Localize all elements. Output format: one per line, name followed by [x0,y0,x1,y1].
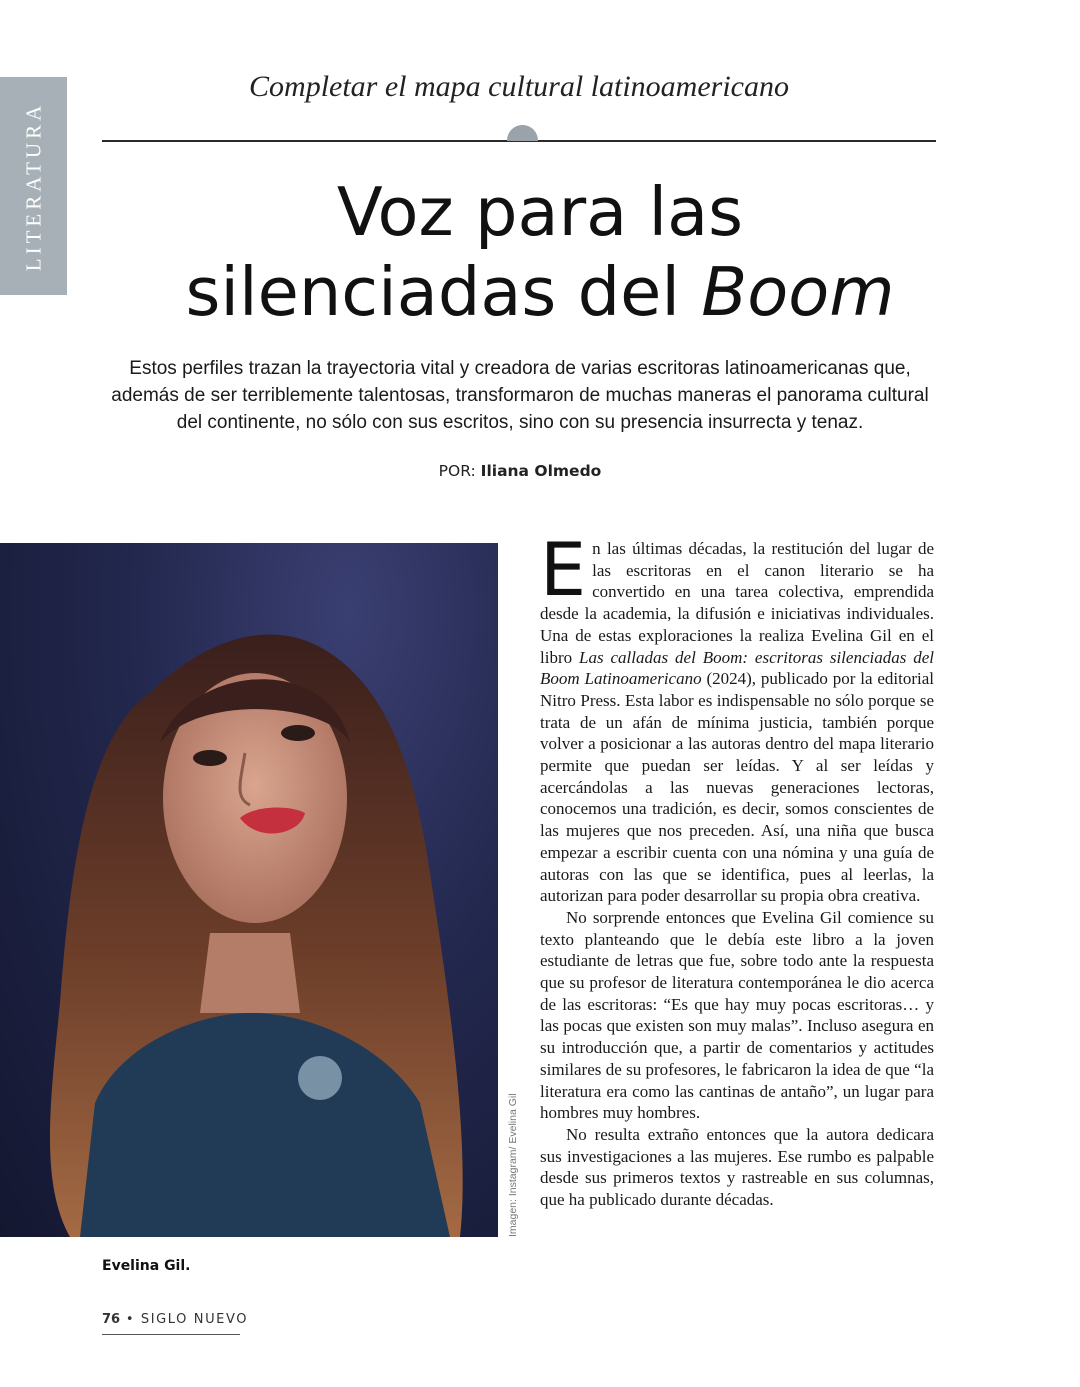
kicker: Completar el mapa cultural latinoamericano [249,70,789,103]
byline-author: Iliana Olmedo [480,462,602,480]
drop-cap: E [540,528,587,613]
publication-name: SIGLO NUEVO [140,1312,249,1327]
section-label: LITERATURA [21,101,45,271]
byline [0,462,1040,480]
paragraph-1-part-b: (2024), publicado por la editorial Nitro Press. Esta labor es indispensable no sólo porque se trata de un afán de mínima justicia, también porque volver a posicionar a las autoras dentro del mapa literario permite que puedan ser leídas. Y al ser leídas y acercándolas a las nuevas generaciones lectoras, conocemos una tradición, es decir, somos conscientes de las mujeres que nos preceden. Así, una niña que busca empezar a escribir cuenta con una nómina y una guía de autoras con las que se identifica, pues al leerlas, la autorizan para poder desarrollar su propia obra creativa. [540,669,934,906]
headline [60,172,1020,332]
headline-italic-word: Boom [701,253,895,331]
photo-caption: Evelina Gil. [102,1258,191,1274]
byline-prefix: POR: [438,462,476,480]
footer-separator: • [125,1312,136,1327]
rule-dot-ornament [507,125,538,141]
paragraph-1 [540,528,935,907]
book-title: Las calladas del Boom: escritoras silenciadas del Boom Latinoamericano [540,647,935,689]
photo-credit: Imagen: Instagram/ Evelina Gil [507,1093,519,1237]
headline-line-2: silenciadas del [185,253,702,331]
headline-line-1: Voz para las [336,173,744,251]
paragraph-1-part-a: n las últimas décadas, la restitución del lugar de las escritoras en el canon literario se ha convertido en una tarea colectiva, emprendida desde la academia, la difusión e iniciativas individuales. Una de estas exploraciones la realiza Evelina Gil en el libro [540,539,934,667]
dek: Estos perfiles trazan la trayectoria vital y creadora de varias escritoras latinoamericanas que, además de ser terriblemente talentosas, transformaron de muchas maneras el panorama cultural del continente, no sólo con sus escritos, sino con su presencia insurrecta y tenaz. [111,358,929,433]
page-footer [102,1312,249,1335]
section-tab [0,77,67,295]
paragraph-2: No sorprende entonces que Evelina Gil comience su texto planteando que le debía este libro a la joven estudiante de letras que fue, sobre todo ante la respuesta que su profesor de literatura contemporánea le dio acerca de las escritoras: “Es que hay muy pocas escritoras… y las pocas que existen son muy malas”. Incluso asegura en su introducción que, a partir de comentarios y actitudes similares de su profesores, le fabricaron la idea de que “la literatura era como las cantinas de antaño”, un lugar para hombres muy hombres. [540,907,934,1123]
paragraph-3: No resulta extraño entonces que la autora dedicara sus investigaciones a las mujeres. Ese rumbo es palpable desde sus primeros textos y rastreable en sus columnas, que ha publicado durante décadas. [540,1124,934,1210]
page-number: 76 [102,1312,121,1327]
article-body [540,528,935,1211]
author-photo [0,543,498,1237]
portrait-illustration [0,543,498,1237]
